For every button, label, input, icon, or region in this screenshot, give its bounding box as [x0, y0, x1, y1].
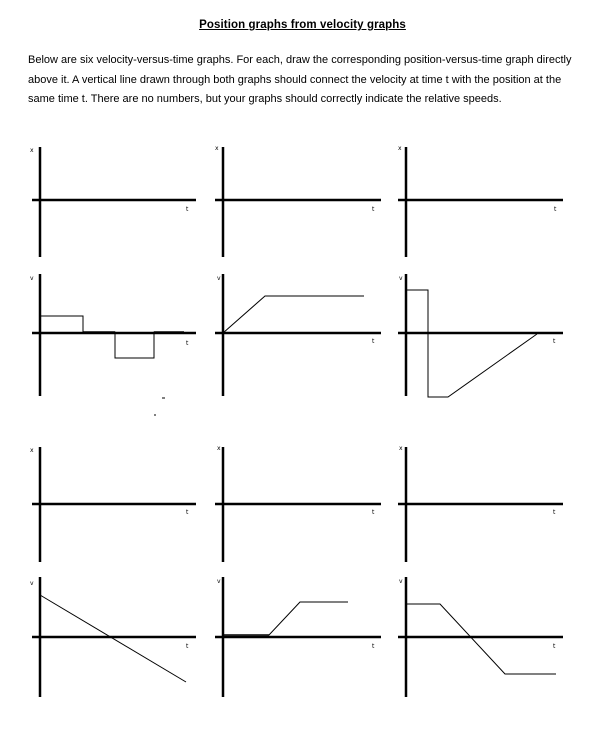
position-graph-4: [30, 447, 196, 562]
velocity-graph-1: [30, 274, 196, 396]
velocity-curve-3: [406, 290, 537, 397]
v-axis-label: v: [30, 275, 34, 282]
t-axis-label: t: [372, 509, 375, 516]
x-axis-label: x: [217, 445, 221, 452]
position-graph-5: [215, 445, 381, 562]
t-axis-label: t: [372, 206, 375, 213]
velocity-curve-6: [406, 604, 556, 674]
x-axis-label: x: [30, 447, 34, 454]
velocity-graph-3: [398, 274, 563, 397]
velocity-graph-4: [30, 577, 196, 697]
velocity-graph-6: [398, 577, 563, 697]
velocity-graph-2: [215, 274, 381, 396]
velocity-curve-4: [40, 595, 186, 682]
velocity-graph-5: [215, 577, 381, 697]
t-axis-label: t: [186, 643, 189, 650]
t-axis-label: t: [554, 206, 557, 213]
x-axis-label: x: [398, 145, 402, 152]
position-graph-3: [398, 145, 563, 257]
t-axis-label: t: [553, 338, 556, 345]
t-axis-label: t: [186, 206, 189, 213]
t-axis-label: t: [186, 509, 189, 516]
velocity-curve-2: [223, 296, 364, 333]
v-axis-label: v: [30, 580, 34, 587]
t-axis-label: t: [372, 338, 375, 345]
velocity-curve-1: [40, 316, 184, 358]
t-axis-label: t: [372, 643, 375, 650]
position-graph-1: [30, 147, 196, 257]
t-axis-label: t: [553, 643, 556, 650]
t-axis-label: t: [553, 509, 556, 516]
velocity-curve-5: [223, 602, 348, 635]
v-axis-label: v: [399, 275, 403, 282]
position-graph-2: [215, 145, 381, 257]
x-axis-label: x: [30, 147, 34, 154]
x-axis-label: x: [215, 145, 219, 152]
v-axis-label: v: [399, 578, 403, 585]
x-axis-label: x: [399, 445, 403, 452]
t-axis-label: t: [186, 340, 189, 347]
v-axis-label: v: [217, 275, 221, 282]
page-title: Position graphs from velocity graphs: [199, 19, 406, 31]
instructions-paragraph: Below are six velocity-versus-time graphs. For each, draw the corresponding position-versus-time graph directly above it. A vertical line drawn through both graphs should connect the velocity at time t with the position at the same time t. There are no numbers, but your graphs should correctly indicate the relative speeds.: [28, 54, 572, 105]
v-axis-label: v: [217, 578, 221, 585]
position-graph-6: [398, 445, 563, 562]
